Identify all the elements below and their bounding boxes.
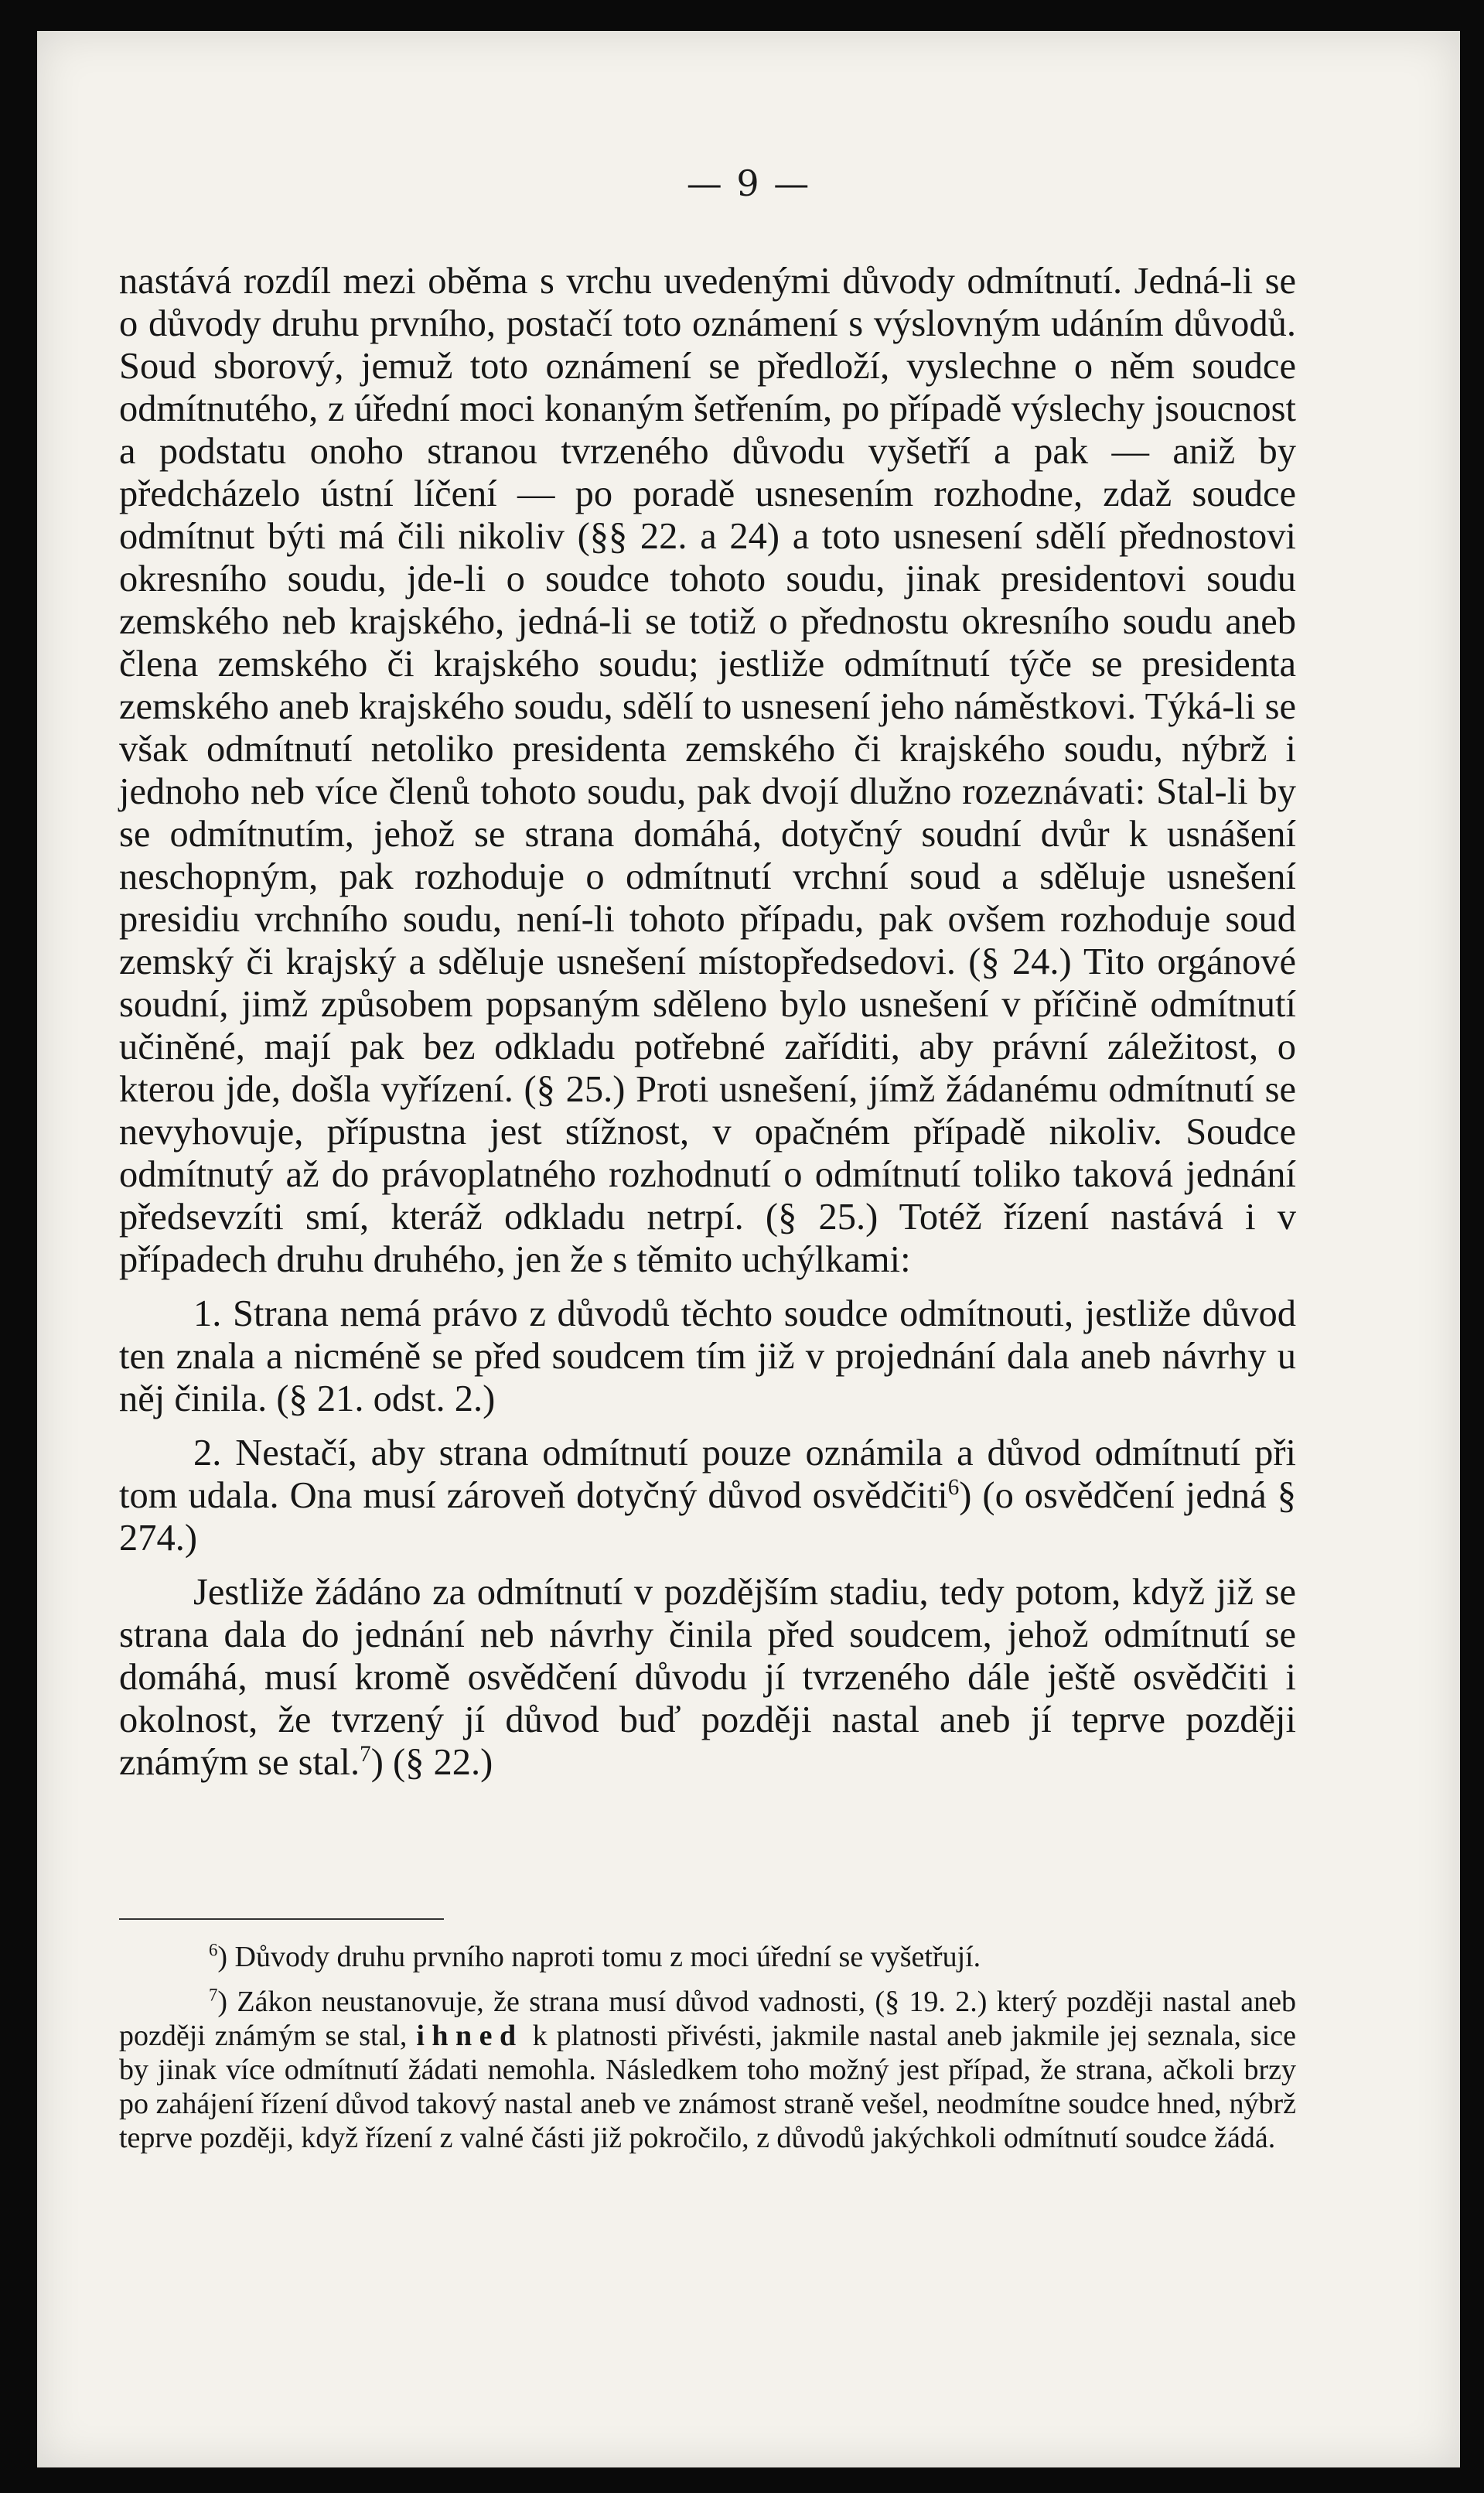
paragraph-4 bbox=[119, 1571, 1296, 1784]
book-page bbox=[37, 31, 1460, 2467]
main-text bbox=[119, 260, 1296, 1795]
footnote-6 bbox=[119, 1940, 1296, 1974]
page-number: — 9 — bbox=[686, 162, 811, 204]
footnote-7-emphasis: ihned bbox=[416, 2020, 524, 2052]
paragraph-4-tail: ) (§ 22.) bbox=[370, 1742, 493, 1783]
footnote-7 bbox=[119, 1985, 1296, 2155]
footnote-ref-7: 7 bbox=[360, 1741, 371, 1767]
paragraph-4-text: Jestliže žádáno za odmítnutí v pozdějším stadiu, tedy potom, když již se strana dala do jednání neb návrhy činila před soudcem, jehož odmítnutí se domáhá, musí kromě osvědčení důvodu jí tvrzeného dále ještě osvědčiti i okolnost, že tvrzený jí důvod buď později nastal aneb jí teprve později známým se stal. bbox=[119, 1572, 1296, 1783]
paragraph-1: nastává rozdíl mezi oběma s vrchu uvedenými důvody odmítnutí. Jedná-li se o důvody druhu prvního, postačí toto oznámení s výslovným udáním důvodů. Soud sborový, jemuž toto oznámení se předloží, vyslechne o něm soudce odmítnutého, z úřední moci konaným šetřením, po případě výslechy jsoucnost a podstatu onoho stranou tvrzeného důvodu vyšetří a pak — aniž by předcházelo ústní líčení — po poradě usnesením rozhodne, zdaž soudce odmítnut býti má čili nikoliv (§§ 22. a 24) a toto usnesení sdělí přednostovi okresního soudu, jde-li o soudce tohoto soudu, jinak presidentovi soudu zemského neb krajského, jedná-li se totiž o přednostu okresního soudu aneb člena zemského či krajského soudu; jestliže odmítnutí týče se presidenta zemského aneb krajského soudu, sdělí to usnesení jeho náměstkovi. Týká-li se však odmítnutí netoliko presidenta zemského či krajského soudu, nýbrž i jednoho neb více členů tohoto soudu, pak dvojí dlužno rozeznávati: Stal-li by se odmítnutím, jehož se strana domáhá, dotyčný soudní dvůr k usnášení neschopným, pak rozhoduje o odmítnutí vrchní soud a sděluje usnešení presidiu vrchního soudu, není-li tohoto případu, pak ovšem rozhoduje soud zemský či krajský a sděluje usnešení místopředsedovi. (§ 24.) Tito orgánové soudní, jimž způsobem popsaným sděleno bylo usnešení v příčině odmítnutí učiněné, mají pak bez odkladu potřebné zaříditi, aby právní záležitost, o kterou jde, došla vyřízení. (§ 25.) Proti usnešení, jímž žádanému odmítnutí se nevyhovuje, přípustna jest stížnost, v opačném případě nikoliv. Soudce odmítnutý až do právoplatného rozhodnutí o odmítnutí toliko taková jednání předsevzíti smí, kteráž odkladu netrpí. (§ 25.) Totéž řízení nastává i v případech druhu druhého, jen že s těmito uchýlkami: bbox=[119, 261, 1296, 1280]
footnote-7-text: ) Zákon neustanovuje, že strana musí důvod vadnosti, (§ 19. 2.) který později nastal aneb později známým se stal, bbox=[119, 1986, 1296, 2052]
paragraph-3-text: 2. Nestačí, aby strana odmítnutí pouze oznámila a důvod odmítnutí při tom udala. Ona musí zároveň dotyčný důvod osvědčiti bbox=[119, 1433, 1296, 1516]
paragraph-3-tail: ) (o osvědčení jedná § 274.) bbox=[119, 1475, 1296, 1559]
footnote-ref-6: 6 bbox=[947, 1474, 960, 1500]
paragraph-2: 1. Strana nemá právo z důvodů těchto soudce odmítnouti, jestliže důvod ten znala a nicméně se před soudcem tím již v projednání dala aneb návrhy u něj činila. (§ 21. odst. 2.) bbox=[119, 1293, 1296, 1419]
footnote-separator bbox=[119, 1918, 444, 1920]
footnote-6-mark: 6 bbox=[209, 1940, 218, 1960]
footnote-6-text: ) Důvody druhu prvního naproti tomu z moci úřední se vyšetřují. bbox=[217, 1941, 981, 1973]
footnotes bbox=[119, 1940, 1296, 2166]
footnote-7-mark: 7 bbox=[209, 1985, 218, 2005]
paragraph-3 bbox=[119, 1432, 1296, 1559]
footnote-7-tail: k platnosti přivésti, jakmile nastal aneb jakmile jej seznala, sice by jinak více odmítnutí žádati nemohla. Následkem toho možný jest případ, že strana, ačkoli brzy po zahájení řízení důvod takový nastal aneb ve známost straně vešel, neodmítne soudce hned, nýbrž teprve později, když řízení z valné části již pokročilo, z důvodů jakýchkoli odmítnutí soudce žádá. bbox=[119, 2020, 1296, 2154]
